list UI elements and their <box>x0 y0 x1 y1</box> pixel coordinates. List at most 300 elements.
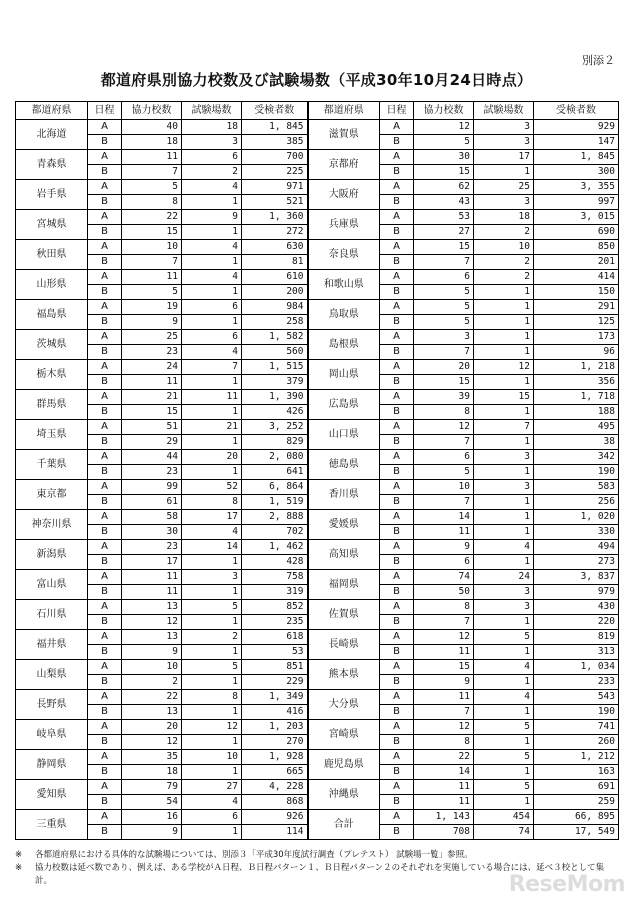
prefecture-name: 京都府 <box>308 150 380 180</box>
schools-count: 18 <box>122 135 182 150</box>
examinees-count: 494 <box>534 540 619 555</box>
schedule-cell: A <box>380 630 414 645</box>
sites-count: 4 <box>474 540 534 555</box>
schools-count: 35 <box>122 750 182 765</box>
schedule-cell: B <box>380 405 414 420</box>
sites-count: 1 <box>474 795 534 810</box>
prefecture-name: 神奈川県 <box>16 510 88 540</box>
footnote-mark: ※ <box>15 863 23 873</box>
table-row <box>16 150 619 165</box>
schedule-cell: B <box>380 585 414 600</box>
table-row <box>16 570 619 585</box>
schedule-cell: A <box>88 690 122 705</box>
examinees-count: 53 <box>242 645 308 660</box>
schedule-cell: B <box>88 825 122 840</box>
sites-count: 1 <box>182 705 242 720</box>
schools-count: 22 <box>414 750 474 765</box>
schedule-cell: A <box>380 570 414 585</box>
examinees-count: 190 <box>534 705 619 720</box>
schools-count: 14 <box>414 510 474 525</box>
schools-count: 7 <box>414 435 474 450</box>
examinees-count: 6, 864 <box>242 480 308 495</box>
schools-count: 15 <box>122 405 182 420</box>
watermark-logo: ReseMom <box>508 872 625 897</box>
table-row <box>16 360 619 375</box>
schools-count: 99 <box>122 480 182 495</box>
schools-count: 8 <box>414 600 474 615</box>
schools-count: 13 <box>122 630 182 645</box>
examinees-count: 426 <box>242 405 308 420</box>
schedule-cell: B <box>380 465 414 480</box>
schedule-cell: A <box>380 540 414 555</box>
table-row <box>16 510 619 525</box>
sites-count: 1 <box>182 435 242 450</box>
sites-count: 1 <box>182 585 242 600</box>
examinees-count: 125 <box>534 315 619 330</box>
header-schedule: 日程 <box>88 102 122 120</box>
examinees-count: 260 <box>534 735 619 750</box>
sites-count: 4 <box>474 690 534 705</box>
examinees-count: 560 <box>242 345 308 360</box>
sites-count: 7 <box>182 360 242 375</box>
schools-count: 9 <box>414 675 474 690</box>
sites-count: 4 <box>474 660 534 675</box>
sites-count: 2 <box>474 270 534 285</box>
schools-count: 6 <box>414 555 474 570</box>
examinees-count: 618 <box>242 630 308 645</box>
examinees-count: 997 <box>534 195 619 210</box>
sites-count: 1 <box>474 555 534 570</box>
schools-count: 23 <box>122 540 182 555</box>
examinees-count: 665 <box>242 765 308 780</box>
schools-count: 12 <box>414 120 474 135</box>
sites-count: 1 <box>474 525 534 540</box>
schedule-cell: B <box>380 345 414 360</box>
header-prefecture: 都道府県 <box>16 102 88 120</box>
schools-count: 11 <box>122 375 182 390</box>
schedule-cell: A <box>380 720 414 735</box>
sites-count: 4 <box>182 525 242 540</box>
schedule-cell: A <box>88 180 122 195</box>
examinees-count: 741 <box>534 720 619 735</box>
header-schedule-right: 日程 <box>380 102 414 120</box>
prefecture-name: 埼玉県 <box>16 420 88 450</box>
table-row <box>16 180 619 195</box>
sites-count: 1 <box>182 765 242 780</box>
sites-count: 5 <box>474 630 534 645</box>
schools-count: 11 <box>122 150 182 165</box>
examinees-count: 610 <box>242 270 308 285</box>
examinees-count: 17, 549 <box>534 825 619 840</box>
sites-count: 3 <box>474 480 534 495</box>
schools-count: 30 <box>414 150 474 165</box>
sites-count: 1 <box>182 825 242 840</box>
examinees-count: 929 <box>534 120 619 135</box>
sites-count: 1 <box>474 705 534 720</box>
schools-count: 12 <box>122 735 182 750</box>
sites-count: 5 <box>474 750 534 765</box>
examinees-count: 270 <box>242 735 308 750</box>
schedule-cell: A <box>380 750 414 765</box>
schedule-cell: B <box>380 375 414 390</box>
schools-count: 16 <box>122 810 182 825</box>
examinees-count: 233 <box>534 675 619 690</box>
prefecture-name: 島根県 <box>308 330 380 360</box>
schedule-cell: B <box>88 135 122 150</box>
examinees-count: 852 <box>242 600 308 615</box>
schedule-cell: A <box>380 660 414 675</box>
sites-count: 1 <box>182 555 242 570</box>
sites-count: 1 <box>474 765 534 780</box>
schools-count: 13 <box>122 705 182 720</box>
schedule-cell: A <box>380 810 414 825</box>
schools-count: 25 <box>122 330 182 345</box>
table-header-row <box>16 102 619 120</box>
schools-count: 79 <box>122 780 182 795</box>
examinees-count: 200 <box>242 285 308 300</box>
schools-count: 7 <box>122 255 182 270</box>
examinees-count: 3, 252 <box>242 420 308 435</box>
schedule-cell: B <box>380 705 414 720</box>
sites-count: 2 <box>474 255 534 270</box>
schools-count: 40 <box>122 120 182 135</box>
header-schools-right: 協力校数 <box>414 102 474 120</box>
page-title: 都道府県別協力校数及び試験場数（平成30年10月24日時点） <box>100 71 533 89</box>
schools-count: 39 <box>414 390 474 405</box>
prefecture-name: 青森県 <box>16 150 88 180</box>
schedule-cell: A <box>88 420 122 435</box>
schedule-cell: A <box>88 120 122 135</box>
prefecture-name: 愛知県 <box>16 780 88 810</box>
header-sites: 試験場数 <box>182 102 242 120</box>
examinees-count: 2, 080 <box>242 450 308 465</box>
annex-label: 別添２ <box>582 54 615 67</box>
sites-count: 2 <box>182 630 242 645</box>
schools-count: 30 <box>122 525 182 540</box>
examinees-count: 150 <box>534 285 619 300</box>
prefecture-name: 奈良県 <box>308 240 380 270</box>
sites-count: 1 <box>474 645 534 660</box>
examinees-count: 235 <box>242 615 308 630</box>
prefecture-name: 大分県 <box>308 690 380 720</box>
examinees-count: 114 <box>242 825 308 840</box>
schools-count: 9 <box>122 825 182 840</box>
examinees-count: 1, 845 <box>534 150 619 165</box>
sites-count: 17 <box>474 150 534 165</box>
schools-count: 1, 143 <box>414 810 474 825</box>
examinees-count: 850 <box>534 240 619 255</box>
examinees-count: 851 <box>242 660 308 675</box>
schedule-cell: A <box>88 810 122 825</box>
schools-count: 11 <box>122 270 182 285</box>
schedule-cell: A <box>88 300 122 315</box>
table-row <box>16 630 619 645</box>
examinees-count: 291 <box>534 300 619 315</box>
schedule-cell: B <box>88 495 122 510</box>
prefecture-name: 群馬県 <box>16 390 88 420</box>
sites-count: 1 <box>474 300 534 315</box>
schools-count: 54 <box>122 795 182 810</box>
examinees-count: 356 <box>534 375 619 390</box>
sites-count: 1 <box>474 510 534 525</box>
schedule-cell: B <box>380 645 414 660</box>
sites-count: 1 <box>474 345 534 360</box>
sites-count: 8 <box>182 690 242 705</box>
examinees-count: 379 <box>242 375 308 390</box>
prefecture-name: 大阪府 <box>308 180 380 210</box>
examinees-count: 630 <box>242 240 308 255</box>
schools-count: 5 <box>414 135 474 150</box>
examinees-count: 272 <box>242 225 308 240</box>
schools-count: 61 <box>122 495 182 510</box>
examinees-count: 690 <box>534 225 619 240</box>
examinees-count: 1, 218 <box>534 360 619 375</box>
sites-count: 52 <box>182 480 242 495</box>
schedule-cell: A <box>88 570 122 585</box>
schools-count: 9 <box>122 315 182 330</box>
schedule-cell: B <box>88 405 122 420</box>
schedule-cell: A <box>380 360 414 375</box>
examinees-count: 147 <box>534 135 619 150</box>
schools-count: 12 <box>122 615 182 630</box>
schools-count: 5 <box>414 465 474 480</box>
schools-count: 9 <box>122 645 182 660</box>
sites-count: 6 <box>182 300 242 315</box>
examinees-count: 758 <box>242 570 308 585</box>
prefecture-name: 福井県 <box>16 630 88 660</box>
sites-count: 5 <box>474 720 534 735</box>
schedule-cell: B <box>380 255 414 270</box>
sites-count: 1 <box>182 315 242 330</box>
table-row <box>16 240 619 255</box>
schedule-cell: A <box>380 390 414 405</box>
sites-count: 1 <box>182 465 242 480</box>
schools-count: 2 <box>122 675 182 690</box>
sites-count: 18 <box>182 120 242 135</box>
sites-count: 25 <box>474 180 534 195</box>
examinees-count: 691 <box>534 780 619 795</box>
examinees-count: 81 <box>242 255 308 270</box>
table-row <box>16 810 619 825</box>
prefecture-name: 鳥取県 <box>308 300 380 330</box>
sites-count: 3 <box>182 570 242 585</box>
examinees-count: 96 <box>534 345 619 360</box>
schedule-cell: B <box>380 495 414 510</box>
prefecture-name: 佐賀県 <box>308 600 380 630</box>
sites-count: 10 <box>182 750 242 765</box>
schools-count: 15 <box>414 165 474 180</box>
sites-count: 3 <box>474 120 534 135</box>
sites-count: 1 <box>474 675 534 690</box>
prefecture-name: 沖縄県 <box>308 780 380 810</box>
schedule-cell: B <box>380 285 414 300</box>
schools-count: 22 <box>122 690 182 705</box>
schools-count: 9 <box>414 540 474 555</box>
schedule-cell: A <box>88 390 122 405</box>
examinees-count: 1, 519 <box>242 495 308 510</box>
schools-count: 708 <box>414 825 474 840</box>
examinees-count: 1, 582 <box>242 330 308 345</box>
schools-count: 11 <box>414 645 474 660</box>
examinees-count: 163 <box>534 765 619 780</box>
prefecture-name: 兵庫県 <box>308 210 380 240</box>
schools-count: 62 <box>414 180 474 195</box>
schedule-cell: B <box>380 435 414 450</box>
schools-count: 29 <box>122 435 182 450</box>
schedule-cell: B <box>380 825 414 840</box>
examinees-count: 3, 355 <box>534 180 619 195</box>
prefecture-name: 岐阜県 <box>16 720 88 750</box>
prefecture-table <box>15 101 619 840</box>
schedule-cell: A <box>380 690 414 705</box>
schools-count: 23 <box>122 465 182 480</box>
sites-count: 4 <box>182 240 242 255</box>
schools-count: 74 <box>414 570 474 585</box>
schools-count: 17 <box>122 555 182 570</box>
schedule-cell: A <box>88 720 122 735</box>
schedule-cell: B <box>88 375 122 390</box>
schedule-cell: A <box>88 210 122 225</box>
prefecture-name: 茨城県 <box>16 330 88 360</box>
sites-count: 6 <box>182 150 242 165</box>
prefecture-name: 千葉県 <box>16 450 88 480</box>
schools-count: 20 <box>414 360 474 375</box>
schools-count: 58 <box>122 510 182 525</box>
sites-count: 12 <box>182 720 242 735</box>
schools-count: 7 <box>414 495 474 510</box>
schools-count: 10 <box>122 240 182 255</box>
schedule-cell: B <box>380 165 414 180</box>
schools-count: 8 <box>414 405 474 420</box>
schools-count: 11 <box>414 780 474 795</box>
examinees-count: 259 <box>534 795 619 810</box>
examinees-count: 190 <box>534 465 619 480</box>
prefecture-name: 福島県 <box>16 300 88 330</box>
examinees-count: 428 <box>242 555 308 570</box>
sites-count: 4 <box>182 795 242 810</box>
schedule-cell: A <box>380 210 414 225</box>
schools-count: 7 <box>414 255 474 270</box>
schools-count: 51 <box>122 420 182 435</box>
schools-count: 20 <box>122 720 182 735</box>
prefecture-name: 秋田県 <box>16 240 88 270</box>
schedule-cell: B <box>88 615 122 630</box>
schools-count: 5 <box>122 285 182 300</box>
schedule-cell: A <box>88 540 122 555</box>
schedule-cell: B <box>380 615 414 630</box>
schedule-cell: B <box>88 555 122 570</box>
schedule-cell: B <box>88 705 122 720</box>
schools-count: 11 <box>414 795 474 810</box>
sites-count: 5 <box>182 660 242 675</box>
schools-count: 27 <box>414 225 474 240</box>
schools-count: 6 <box>414 450 474 465</box>
schedule-cell: A <box>88 330 122 345</box>
prefecture-name: 岩手県 <box>16 180 88 210</box>
schedule-cell: A <box>88 270 122 285</box>
sites-count: 1 <box>182 645 242 660</box>
sites-count: 2 <box>474 225 534 240</box>
schools-count: 18 <box>122 765 182 780</box>
prefecture-name: 岡山県 <box>308 360 380 390</box>
sites-count: 1 <box>182 405 242 420</box>
sites-count: 4 <box>182 345 242 360</box>
examinees-count: 495 <box>534 420 619 435</box>
examinees-count: 385 <box>242 135 308 150</box>
schools-count: 11 <box>122 585 182 600</box>
table-row <box>16 480 619 495</box>
table-row <box>16 270 619 285</box>
table-row <box>16 600 619 615</box>
schools-count: 50 <box>414 585 474 600</box>
schools-count: 7 <box>414 615 474 630</box>
prefecture-name: 富山県 <box>16 570 88 600</box>
schedule-cell: A <box>380 480 414 495</box>
table-row <box>16 750 619 765</box>
schedule-cell: A <box>88 240 122 255</box>
examinees-count: 543 <box>534 690 619 705</box>
schedule-cell: B <box>88 225 122 240</box>
schools-count: 11 <box>122 570 182 585</box>
header-prefecture-right: 都道府県 <box>308 102 380 120</box>
examinees-count: 819 <box>534 630 619 645</box>
schedule-cell: B <box>88 645 122 660</box>
sites-count: 9 <box>182 210 242 225</box>
prefecture-name: 長崎県 <box>308 630 380 660</box>
schools-count: 10 <box>122 660 182 675</box>
examinees-count: 521 <box>242 195 308 210</box>
header-examinees-right: 受検者数 <box>534 102 619 120</box>
examinees-count: 1, 928 <box>242 750 308 765</box>
sites-count: 1 <box>182 375 242 390</box>
schedule-cell: A <box>380 180 414 195</box>
table-row <box>16 540 619 555</box>
examinees-count: 2, 888 <box>242 510 308 525</box>
prefecture-name: 宮崎県 <box>308 720 380 750</box>
examinees-count: 430 <box>534 600 619 615</box>
schedule-cell: B <box>380 195 414 210</box>
examinees-count: 1, 349 <box>242 690 308 705</box>
sites-count: 3 <box>474 450 534 465</box>
examinees-count: 319 <box>242 585 308 600</box>
examinees-count: 220 <box>534 615 619 630</box>
sites-count: 1 <box>182 285 242 300</box>
examinees-count: 1, 718 <box>534 390 619 405</box>
sites-count: 1 <box>182 675 242 690</box>
sites-count: 1 <box>474 735 534 750</box>
prefecture-name: 和歌山県 <box>308 270 380 300</box>
examinees-count: 313 <box>534 645 619 660</box>
schools-count: 44 <box>122 450 182 465</box>
schools-count: 8 <box>414 735 474 750</box>
examinees-count: 1, 212 <box>534 750 619 765</box>
sites-count: 5 <box>474 780 534 795</box>
sites-count: 454 <box>474 810 534 825</box>
sites-count: 15 <box>474 390 534 405</box>
sites-count: 1 <box>182 195 242 210</box>
prefecture-name: 新潟県 <box>16 540 88 570</box>
prefecture-name: 広島県 <box>308 390 380 420</box>
schedule-cell: B <box>380 225 414 240</box>
prefecture-name: 合計 <box>308 810 380 840</box>
examinees-count: 256 <box>534 495 619 510</box>
sites-count: 21 <box>182 420 242 435</box>
schedule-cell: B <box>380 765 414 780</box>
sites-count: 8 <box>182 495 242 510</box>
prefecture-name: 北海道 <box>16 120 88 150</box>
schedule-cell: A <box>380 420 414 435</box>
schedule-cell: A <box>380 300 414 315</box>
